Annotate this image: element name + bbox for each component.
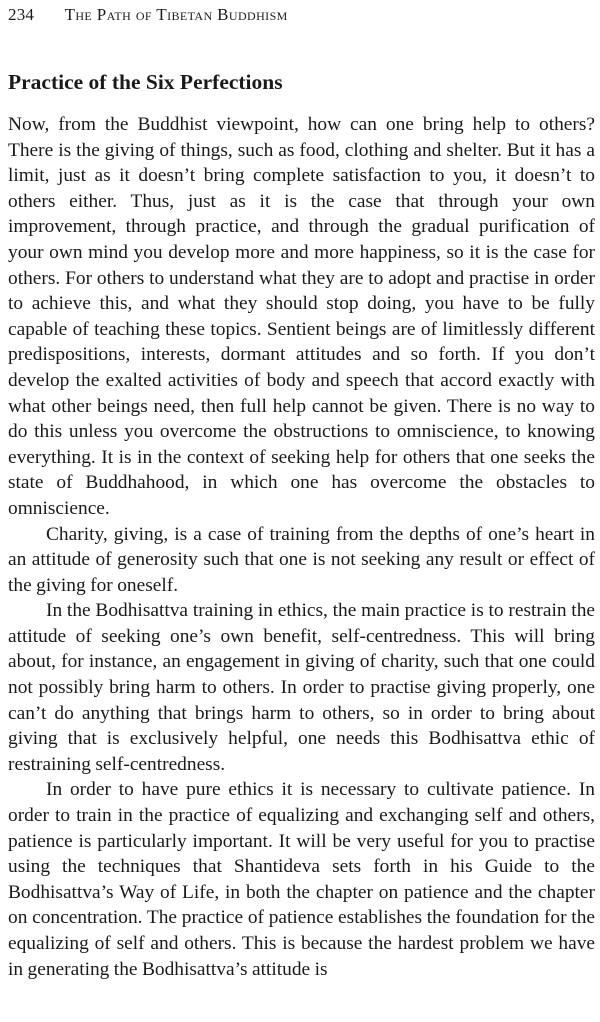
paragraph: In order to have pure ethics it is necessary to cultivate patience. In order to train in the practice of equalizing and exchanging self and others, patience is particularly important. It will be very useful for you to practise using the techniques that Shantideva sets forth in his Guide to the Bodhisattva’s Way of Life, in both the chapter on patience and the chapter on concentration. The practice of patience establishes the foundation for the equalizing of self and others. This is because the hardest problem we have in generating the Bodhisattva’s attitude is bbox=[8, 779, 595, 980]
body-text bbox=[8, 112, 595, 982]
book-title: The Path of Tibetan Buddhism bbox=[64, 5, 288, 24]
section-heading: Practice of the Six Perfections bbox=[8, 70, 283, 94]
running-head bbox=[8, 4, 288, 26]
paragraph: Charity, giving, is a case of training from the depths of one’s heart in an attitude of generosity such that one is not seeking any result or effect of the giving for oneself. bbox=[8, 523, 595, 596]
paragraph: In the Bodhisattva training in ethics, the main practice is to restrain the attitude of seeking one’s own benefit, self-centredness. This will bring about, for instance, an engagement in giving of charity, such that one could not possibly bring harm to others. In order to practise giving properly, one can’t do anything that brings harm to others, so in order to bring about giving that is exclusively helpful, one needs this Bodhisattva ethic of restraining self-centredness. bbox=[8, 600, 595, 775]
page-number: 234 bbox=[8, 5, 35, 24]
paragraph: Now, from the Buddhist viewpoint, how can one bring help to others? There is the giving of things, such as food, clothing and shelter. But it has a limit, just as it doesn’t bring complete satisfaction to you, it doesn’t to others either. Thus, just as it is the case that through your own improvement, through practice, and through the gradual purification of your own mind you develop more and more happiness, so it is the case for others. For others to understand what they are to adopt and practise in order to achieve this, and what they should stop doing, you have to be fully capable of teaching these topics. Sentient beings are of limitlessly different predispositions, interests, dormant attitudes and so forth. If you don’t develop the exalted activities of body and speech that accord exactly with what other beings need, then full help cannot be given. There is no way to do this unless you overcome the obstructions to omniscience, to knowing everything. It is in the context of seeking help for others that one seeks the state of Buddhahood, in which one has overcome the obstacles to omniscience. bbox=[8, 114, 595, 519]
